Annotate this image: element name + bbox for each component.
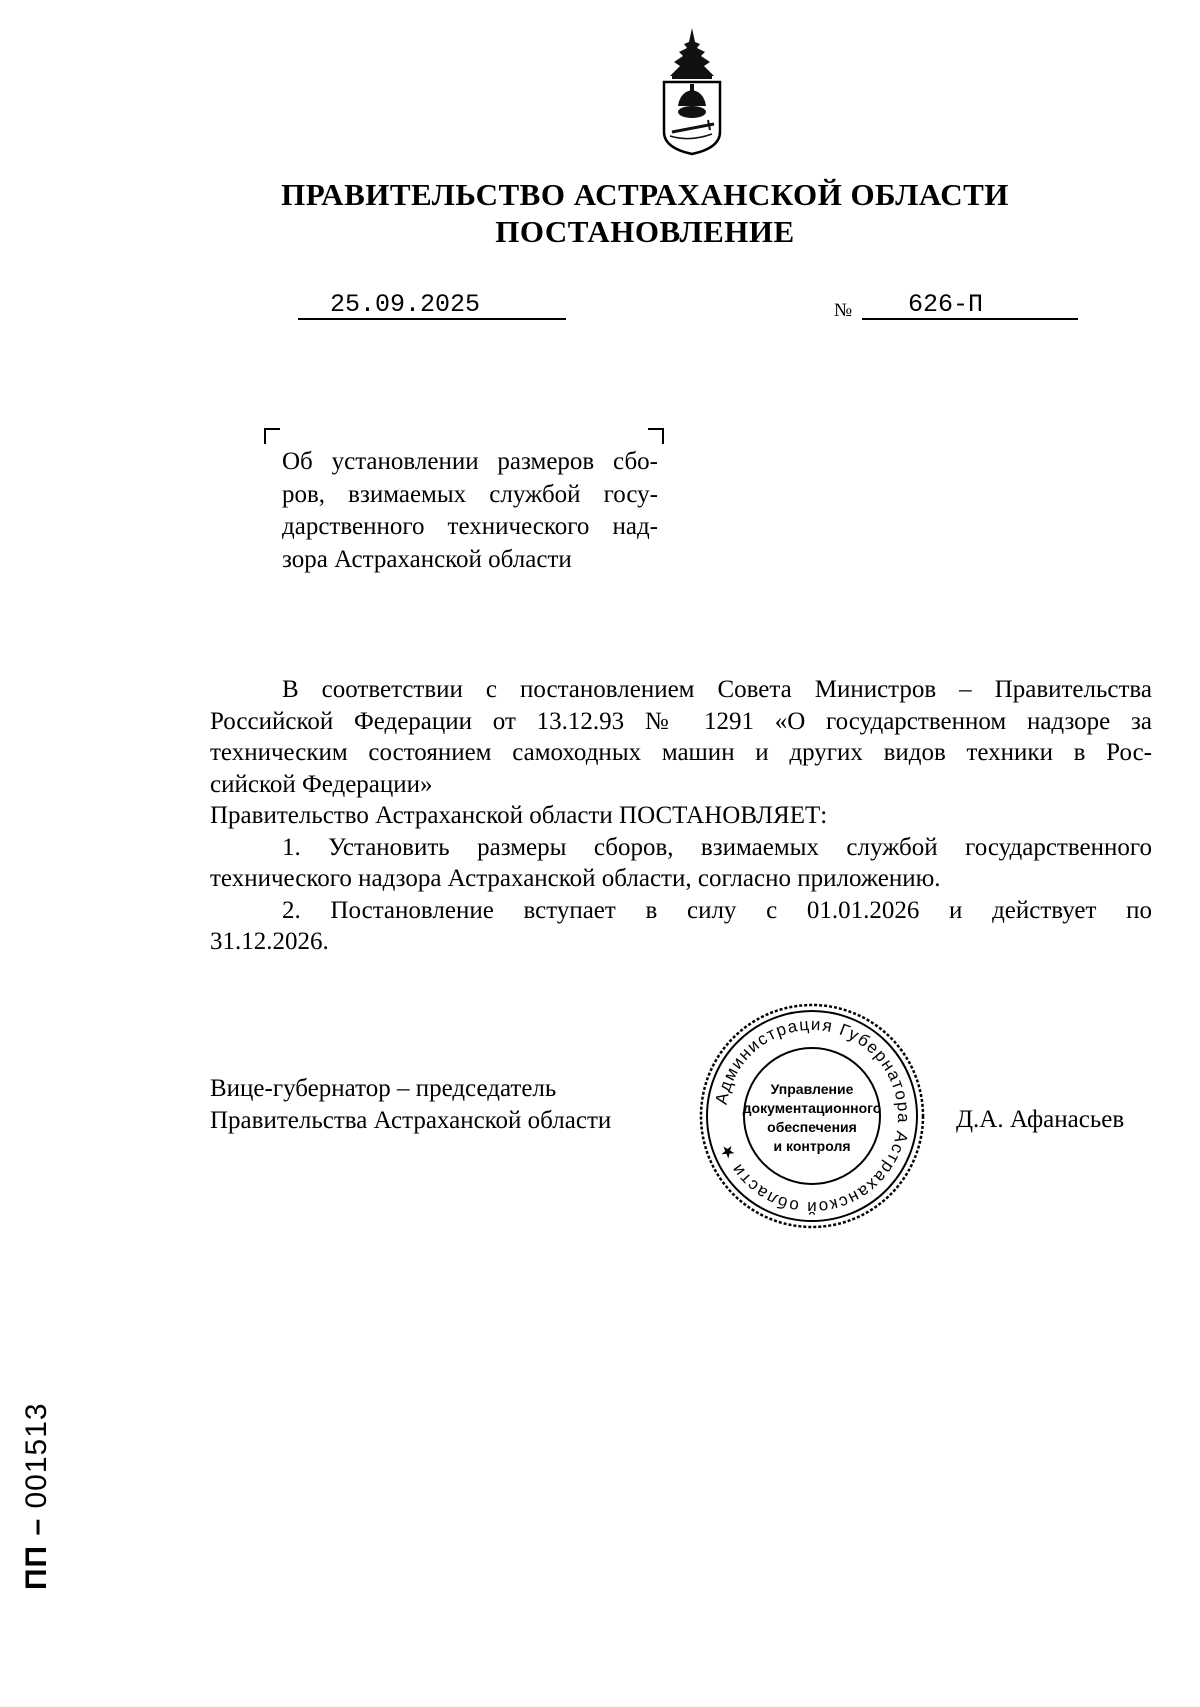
body-line: техническим состоянием самоходных машин и других видов техники в Рос- (210, 739, 1152, 766)
position-line: Правительства Астраханской области (210, 1106, 612, 1134)
body-line: 1. Установить размеры сборов, взимаемых службой государственного (282, 833, 1152, 861)
body-line: 2. Постановление вступает в силу с 01.01.2026 и действует по (282, 896, 1152, 924)
body-line: В соответствии с постановлением Совета Министров – Правительства (282, 676, 1152, 703)
body-line: Российской Федерации от 13.12.93 № 1291 «О государственном надзоре за (210, 707, 1152, 735)
document-body (210, 674, 1152, 958)
side-code-number: 001513 (20, 1402, 53, 1509)
stamp-center-line: Управление (770, 1081, 854, 1097)
side-document-code (20, 1402, 54, 1590)
title-corner-left (264, 428, 280, 444)
signatory-position (210, 1073, 611, 1136)
body-line: 31.12.2026. (210, 928, 329, 955)
subject-line: дарственного технического над- (282, 513, 658, 540)
stamp-center-line: и контроля (773, 1138, 851, 1154)
document-subject (282, 446, 658, 576)
subject-line: зора Астраханской области (282, 545, 572, 573)
document-number: 626-П (908, 290, 984, 319)
stamp-ring-text: Администрация Губернатора Астраханской области ★ (711, 1014, 914, 1218)
title-corner-right (648, 428, 664, 444)
position-line: Вице-губернатор – председатель (210, 1075, 557, 1102)
body-line: технического надзора Астраханской области, согласно приложению. (210, 865, 941, 892)
subject-line: ров, взимаемых службой госу- (282, 480, 658, 508)
stamp-center-line: обеспечения (767, 1119, 857, 1135)
body-line: сийской Федерации» (210, 770, 433, 798)
stamp-center-line: документационного (742, 1100, 882, 1116)
number-sign: № (834, 300, 853, 321)
signatory-name: Д.А. Афанасьев (956, 1106, 1125, 1133)
side-code-prefix: ПП – (20, 1517, 53, 1590)
government-heading: ПРАВИТЕЛЬСТВО АСТРАХАНСКОЙ ОБЛАСТИ (281, 177, 1009, 212)
document-type-heading: ПОСТАНОВЛЕНИЕ (495, 214, 795, 249)
official-stamp (698, 1002, 926, 1230)
subject-line: Об установлении размеров сбо- (282, 448, 658, 475)
coat-of-arms-icon (650, 28, 734, 156)
document-date: 25.09.2025 (330, 290, 481, 319)
body-line: Правительство Астраханской области ПОСТАНОВЛЯЕТ: (210, 802, 828, 829)
